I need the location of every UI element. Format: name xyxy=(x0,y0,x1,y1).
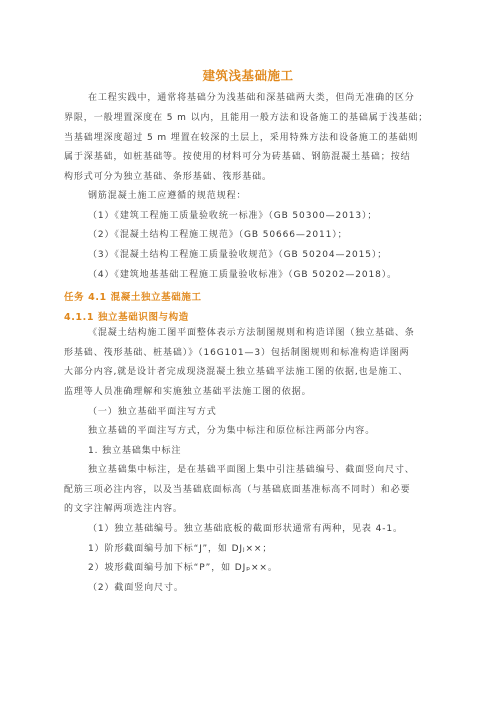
intro-line: 当基础埋深度超过 5 m 埋置在较深的土层上，采用特殊方法和设备施工的基础则 xyxy=(64,133,419,143)
list-item: （1）独立基础编号。独立基础底板的截面形状通常有两种，见表 4-1。 xyxy=(88,524,403,534)
intro-line: 构形式可分为独立基础、条形基础、筏形基础。 xyxy=(64,172,272,182)
norm-item: （2）《混凝土结构工程施工规范》（GB 50666—2011）； xyxy=(88,230,348,240)
list-subitem: 1）阶形截面编号加下标“J”，如 DJⱼ××； xyxy=(88,544,273,554)
paragraph: 独立基础的平面注写方式，分为集中标注和原位标注两部分内容。 xyxy=(88,426,376,436)
section-para-line: 大部分内容,就是设计者完成现浇混凝土独立基础平法施工图的依据,也是施工、 xyxy=(64,367,409,377)
norm-item: （1）《建筑工程施工质量验收统一标准》（GB 50300—2013）； xyxy=(88,211,378,221)
section-para-line: 形基础、筏形基础、桩基础）》（16G101—3）包括制图规则和标准构造详图两 xyxy=(64,348,410,358)
list-subitem: 2）坡形截面编号加下标“P”，如 DJₚ××。 xyxy=(88,563,278,573)
intro-line: 界限，一般埋置深度在 5 m 以内，且能用一般方法和设备施工的基础属于浅基础； xyxy=(64,113,429,123)
norm-item: （3）《混凝土结构工程施工质量验收规范》（GB 50204—2015）； xyxy=(88,250,388,260)
subheading: 1. 独立基础集中标注 xyxy=(88,446,182,456)
norms-intro: 钢筋混凝土施工应遵循的规范规程： xyxy=(88,191,247,201)
paragraph-line: 配筋三项必注内容，以及当基础底面标高（与基础底面基准标高不同时）和必要 xyxy=(64,485,411,495)
task-heading: 任务 4.1 混凝土独立基础施工 xyxy=(64,292,202,303)
paragraph-line: 独立基础集中标注，是在基础平面图上集中引注基础编号、截面竖向尺寸、 xyxy=(88,465,415,475)
intro-line: 属于深基础，如桩基础等。按使用的材料可分为砖基础、钢筋混凝土基础；按结 xyxy=(64,152,411,162)
paragraph-line: 的文字注解两项选注内容。 xyxy=(64,504,183,514)
document-title: 建筑浅基础施工 xyxy=(202,68,294,83)
section-para-line: 《混凝土结构施工图平面整体表示方法制图规则和构造详图（独立基础、条 xyxy=(88,328,415,338)
list-item: （2）截面竖向尺寸。 xyxy=(88,583,184,593)
section-para-line: 监理等人员准确理解和实施独立基础平法施工图的依据。 xyxy=(64,387,312,397)
section-heading: 4.1.1 独立基础识图与构造 xyxy=(64,312,189,323)
intro-line: 在工程实践中，通常将基础分为浅基础和深基础两大类，但尚无准确的区分 xyxy=(88,93,415,103)
norm-item: （4）《建筑地基基础工程施工质量验收标准》（GB 50202—2018）。 xyxy=(88,270,398,280)
subheading: （一）独立基础平面注写方式 xyxy=(88,407,217,417)
